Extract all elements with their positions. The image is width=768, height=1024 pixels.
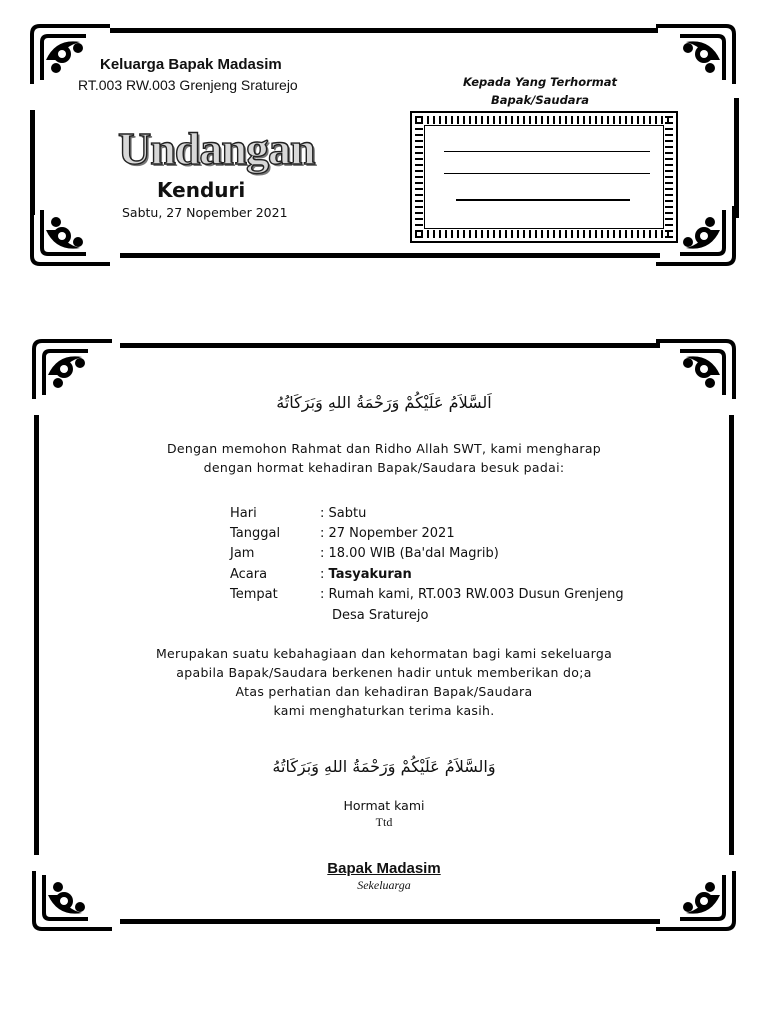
greeting-arabic: اَلسَّلاَمُ عَلَيْكُمْ وَرَحْمَةُ اللهِ وَبَرَكَاتُهُ: [276, 393, 492, 412]
event-name: Tasyakuran: [328, 567, 412, 582]
closing-paragraph: [0, 644, 768, 720]
recipient-heading-line-2: Bapak/Saudara: [490, 93, 590, 107]
signer-name: Bapak Madasim: [327, 860, 441, 877]
invitation-title: Undangan: [118, 123, 315, 174]
frame-right-line: [729, 415, 734, 855]
closing-line: apabila Bapak/Saudara berkenen hadir untuk memberikan do;a: [176, 665, 592, 680]
detail-value: Desa Sraturejo: [332, 608, 429, 623]
detail-label: Jam: [230, 546, 255, 561]
detail-value: : Sabtu: [320, 506, 367, 521]
regards-text: Hormat kami: [343, 798, 425, 813]
frame-bottom-line: [120, 919, 660, 924]
frame-left-line: [34, 415, 39, 855]
address-line-2: [444, 173, 650, 174]
address-area: [424, 125, 664, 229]
detail-value: : 27 Nopember 2021: [320, 526, 455, 541]
frame-top-line: [110, 28, 658, 33]
detail-value: : 18.00 WIB (Ba'dal Magrib): [320, 546, 499, 561]
detail-label: Acara: [230, 567, 268, 582]
detail-label: Tempat: [230, 587, 278, 602]
event-date: Sabtu, 27 Nopember 2021: [122, 205, 288, 220]
closing-line: Atas perhatian dan kehadiran Bapak/Saudara: [235, 684, 533, 699]
detail-label: Hari: [230, 506, 257, 521]
address-line-1: [444, 151, 650, 152]
family-address: RT.003 RW.003 Grenjeng Sraturejo: [78, 77, 298, 93]
recipient-heading: [440, 73, 640, 109]
letter-card: [0, 325, 768, 945]
closing-line: kami menghaturkan terima kasih.: [273, 703, 495, 718]
detail-value: [320, 567, 412, 582]
envelope-card: [0, 0, 768, 275]
detail-value-prefix: :: [320, 567, 329, 582]
farewell-arabic: وَالسَّلاَمُ عَلَيْكُمْ وَرَحْمَةُ اللهِ وَبَرَكَاتُهُ: [272, 757, 496, 776]
detail-value: : Rumah kami, RT.003 RW.003 Dusun Grenjeng: [320, 587, 624, 602]
frame-top-line: [120, 343, 660, 348]
corner-ornament-icon: [26, 200, 116, 270]
frame-bottom-line: [120, 253, 660, 258]
signature-mark: Ttd: [375, 815, 393, 829]
detail-label: Tanggal: [230, 526, 281, 541]
family-name: Keluarga Bapak Madasim: [100, 56, 282, 73]
signer-role: Sekeluarga: [357, 878, 411, 892]
intro-line: dengan hormat kehadiran Bapak/Saudara besuk padai:: [203, 460, 565, 475]
recipient-heading-line-1: Kepada Yang Terhormat: [462, 75, 618, 89]
corner-ornament-icon: [650, 20, 740, 90]
closing-line: Merupakan suatu kebahagiaan dan kehormatan bagi kami sekeluarga: [155, 646, 613, 661]
event-subtitle: Kenduri: [157, 178, 246, 202]
recipient-address-box: [410, 111, 678, 243]
intro-line: Dengan memohon Rahmat dan Ridho Allah SWT, kami mengharap: [166, 441, 602, 456]
address-line-3: [456, 199, 630, 201]
intro-paragraph: [0, 439, 768, 477]
